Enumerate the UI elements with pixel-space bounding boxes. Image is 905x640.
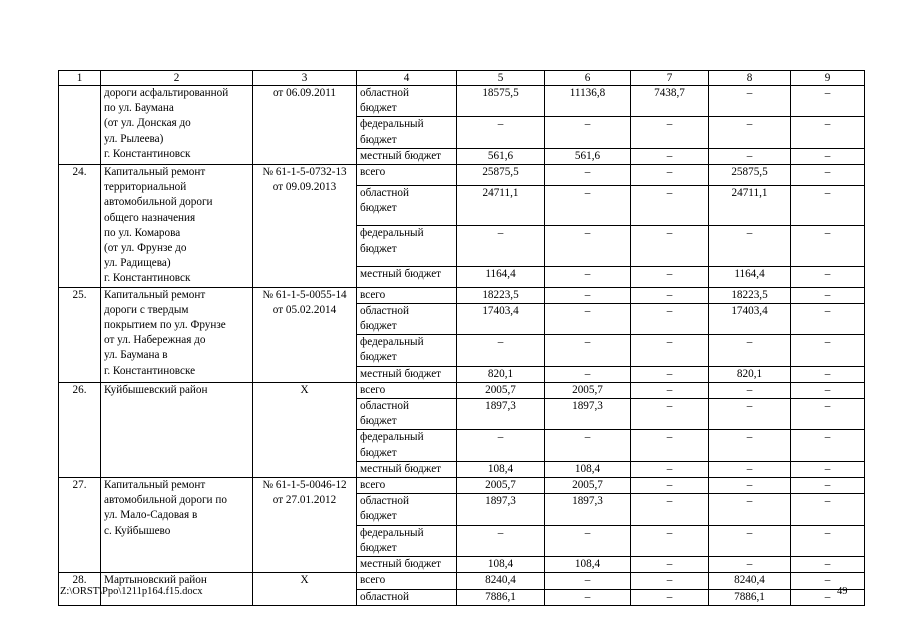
object-description bbox=[101, 478, 253, 573]
funding-source bbox=[357, 86, 457, 117]
value-v7: – bbox=[631, 399, 709, 430]
value-v6: 108,4 bbox=[545, 461, 631, 477]
row-number: 24. bbox=[59, 165, 101, 288]
value-v8: – bbox=[709, 430, 791, 461]
cell-line: (от ул. Фрунзе до bbox=[104, 242, 187, 255]
value-v7: – bbox=[631, 335, 709, 366]
cell-line: покрытием по ул. Фрунзе bbox=[104, 319, 226, 332]
cell-line: бюджет bbox=[360, 202, 397, 215]
value-v7: – bbox=[631, 226, 709, 266]
value-v5: 108,4 bbox=[457, 557, 545, 573]
value-v7: – bbox=[631, 589, 709, 605]
value-v6: – bbox=[545, 165, 631, 186]
object-description bbox=[101, 287, 253, 382]
value-v6: – bbox=[545, 573, 631, 589]
row-number: 26. bbox=[59, 382, 101, 477]
value-v9: – bbox=[791, 303, 865, 334]
row-number bbox=[59, 86, 101, 165]
value-v9: – bbox=[791, 287, 865, 303]
value-v9: – bbox=[791, 461, 865, 477]
cell-line: автомобильной дороги bbox=[104, 196, 213, 209]
value-v8: – bbox=[709, 86, 791, 117]
cell-line: всего bbox=[360, 383, 386, 396]
cell-line: областной bbox=[360, 186, 409, 199]
cell-line: территориальной bbox=[104, 181, 187, 194]
cell-line: местный бюджет bbox=[360, 267, 442, 280]
value-v6: 1897,3 bbox=[545, 399, 631, 430]
funding-source bbox=[357, 589, 457, 605]
value-v9: – bbox=[791, 117, 865, 148]
cell-line: по ул. Комарова bbox=[104, 226, 181, 239]
value-v5: – bbox=[457, 117, 545, 148]
value-v9: – bbox=[791, 226, 865, 266]
value-v9: – bbox=[791, 573, 865, 589]
value-v8: 24711,1 bbox=[709, 185, 791, 225]
value-v9: – bbox=[791, 399, 865, 430]
cell-line: всего bbox=[360, 288, 386, 301]
cell-line: дороги асфальтированной bbox=[104, 87, 229, 99]
cell-line: федеральный bbox=[360, 336, 424, 349]
value-v8: 820,1 bbox=[709, 366, 791, 382]
value-v6: – bbox=[545, 366, 631, 382]
value-v6: 561,6 bbox=[545, 148, 631, 164]
value-v7: – bbox=[631, 266, 709, 287]
value-v9: – bbox=[791, 266, 865, 287]
value-v5: 24711,1 bbox=[457, 185, 545, 225]
cell-line: всего bbox=[360, 166, 386, 179]
cell-line: Х bbox=[300, 574, 309, 587]
table-row bbox=[59, 478, 865, 494]
cell-line: местный бюджет bbox=[360, 367, 442, 380]
document-reference bbox=[253, 382, 357, 477]
value-v8: – bbox=[709, 335, 791, 366]
value-v6: 2005,7 bbox=[545, 478, 631, 494]
cell-line: областной bbox=[360, 304, 409, 317]
value-v8: 17403,4 bbox=[709, 303, 791, 334]
header-cell: 6 bbox=[545, 71, 631, 86]
funding-source bbox=[357, 148, 457, 164]
value-v8: – bbox=[709, 226, 791, 266]
value-v5: 8240,4 bbox=[457, 573, 545, 589]
row-number: 28. bbox=[59, 573, 101, 605]
value-v7: – bbox=[631, 573, 709, 589]
cell-line: бюджет bbox=[360, 541, 397, 554]
value-v8: – bbox=[709, 478, 791, 494]
funding-source bbox=[357, 117, 457, 148]
cell-line: общего назначения bbox=[104, 211, 196, 224]
header-cell: 2 bbox=[101, 71, 253, 86]
table-row bbox=[59, 165, 865, 186]
value-v8: 8240,4 bbox=[709, 573, 791, 589]
row-number: 27. bbox=[59, 478, 101, 573]
value-v7: – bbox=[631, 478, 709, 494]
value-v7: – bbox=[631, 287, 709, 303]
value-v7: – bbox=[631, 148, 709, 164]
cell-line: от 06.09.2011 bbox=[272, 87, 337, 99]
value-v7: – bbox=[631, 557, 709, 573]
value-v9: – bbox=[791, 382, 865, 398]
header-cell: 8 bbox=[709, 71, 791, 86]
value-v5: 1164,4 bbox=[457, 266, 545, 287]
funding-source bbox=[357, 287, 457, 303]
cell-line: Мартыновский район bbox=[104, 574, 207, 587]
value-v5: 7886,1 bbox=[457, 589, 545, 605]
document-reference bbox=[253, 478, 357, 573]
cell-line: от 09.09.2013 bbox=[272, 181, 337, 194]
cell-line: ул. Рылеева) bbox=[104, 132, 164, 145]
value-v6: – bbox=[545, 589, 631, 605]
cell-line: областной bbox=[360, 87, 409, 99]
value-v9: – bbox=[791, 478, 865, 494]
value-v9: – bbox=[791, 185, 865, 225]
table-row bbox=[59, 86, 865, 117]
funding-source bbox=[357, 335, 457, 366]
funding-source bbox=[357, 382, 457, 398]
document-reference bbox=[253, 86, 357, 165]
value-v6: – bbox=[545, 185, 631, 225]
cell-line: бюджет bbox=[360, 446, 397, 459]
value-v8: – bbox=[709, 382, 791, 398]
cell-line: бюджет bbox=[360, 133, 397, 146]
funding-source bbox=[357, 430, 457, 461]
funding-source bbox=[357, 226, 457, 266]
cell-line: бюджет bbox=[360, 510, 397, 523]
funding-source bbox=[357, 525, 457, 556]
cell-line: всего bbox=[360, 479, 386, 492]
document-reference bbox=[253, 287, 357, 382]
value-v5: 1897,3 bbox=[457, 399, 545, 430]
document-reference bbox=[253, 573, 357, 605]
cell-line: Капитальный ремонт bbox=[104, 288, 206, 301]
value-v9: – bbox=[791, 494, 865, 525]
value-v5: 18223,5 bbox=[457, 287, 545, 303]
value-v7: 7438,7 bbox=[631, 86, 709, 117]
cell-line: федеральный bbox=[360, 431, 424, 444]
value-v7: – bbox=[631, 494, 709, 525]
cell-line: ул. Радищева) bbox=[104, 257, 171, 270]
value-v5: 820,1 bbox=[457, 366, 545, 382]
cell-line: бюджет bbox=[360, 102, 397, 115]
funding-source bbox=[357, 478, 457, 494]
value-v5: 2005,7 bbox=[457, 478, 545, 494]
cell-line: бюджет bbox=[360, 320, 397, 333]
value-v8: 25875,5 bbox=[709, 165, 791, 186]
cell-line: местный бюджет bbox=[360, 558, 442, 571]
value-v8: – bbox=[709, 494, 791, 525]
funding-source bbox=[357, 494, 457, 525]
value-v7: – bbox=[631, 165, 709, 186]
funding-source bbox=[357, 185, 457, 225]
file-path: Z:\ORST\Ppo\1211p164.f15.docx bbox=[60, 586, 203, 597]
value-v5: 1897,3 bbox=[457, 494, 545, 525]
value-v6: 11136,8 bbox=[545, 86, 631, 117]
value-v6: 1897,3 bbox=[545, 494, 631, 525]
funding-source bbox=[357, 557, 457, 573]
funding-source bbox=[357, 461, 457, 477]
header-cell: 9 bbox=[791, 71, 865, 86]
value-v7: – bbox=[631, 117, 709, 148]
value-v8: – bbox=[709, 148, 791, 164]
value-v9: – bbox=[791, 557, 865, 573]
cell-line: (от ул. Донская до bbox=[104, 117, 191, 130]
cell-line: бюджет bbox=[360, 415, 397, 428]
cell-line: от 27.01.2012 bbox=[272, 494, 337, 507]
cell-line: всего bbox=[360, 574, 386, 587]
value-v9: – bbox=[791, 589, 865, 605]
value-v5: 2005,7 bbox=[457, 382, 545, 398]
header-row bbox=[59, 71, 865, 86]
value-v8: 18223,5 bbox=[709, 287, 791, 303]
cell-line: федеральный bbox=[360, 118, 424, 131]
cell-line: № 61-1-5-0055-14 bbox=[262, 288, 347, 301]
funding-source bbox=[357, 266, 457, 287]
value-v7: – bbox=[631, 366, 709, 382]
value-v9: – bbox=[791, 165, 865, 186]
cell-line: от 05.02.2014 bbox=[272, 303, 337, 316]
cell-line: бюджет bbox=[360, 351, 397, 364]
value-v5: 561,6 bbox=[457, 148, 545, 164]
value-v9: – bbox=[791, 366, 865, 382]
value-v6: – bbox=[545, 525, 631, 556]
value-v6: – bbox=[545, 226, 631, 266]
value-v6: – bbox=[545, 117, 631, 148]
value-v6: – bbox=[545, 287, 631, 303]
cell-line: г. Константиновск bbox=[104, 272, 191, 285]
cell-line: Капитальный ремонт bbox=[104, 479, 206, 492]
value-v6: – bbox=[545, 430, 631, 461]
cell-line: № 61-1-5-0732-13 bbox=[262, 166, 347, 179]
cell-line: дороги с твердым bbox=[104, 303, 189, 316]
header-cell: 5 bbox=[457, 71, 545, 86]
cell-line: с. Куйбышево bbox=[104, 524, 171, 537]
value-v8: 1164,4 bbox=[709, 266, 791, 287]
funding-source bbox=[357, 366, 457, 382]
value-v5: 17403,4 bbox=[457, 303, 545, 334]
value-v9: – bbox=[791, 430, 865, 461]
document-reference bbox=[253, 165, 357, 288]
budget-table bbox=[58, 70, 865, 606]
cell-line: федеральный bbox=[360, 227, 424, 240]
value-v5: – bbox=[457, 525, 545, 556]
page-number: 49 bbox=[837, 586, 848, 597]
cell-line: областной bbox=[360, 400, 409, 413]
value-v5: 18575,5 bbox=[457, 86, 545, 117]
header-cell: 1 bbox=[59, 71, 101, 86]
value-v9: – bbox=[791, 525, 865, 556]
object-description bbox=[101, 86, 253, 165]
cell-line: местный бюджет bbox=[360, 462, 442, 475]
object-description bbox=[101, 382, 253, 477]
cell-line: Куйбышевский район bbox=[104, 383, 208, 396]
value-v6: 108,4 bbox=[545, 557, 631, 573]
cell-line: Х bbox=[300, 383, 309, 396]
value-v5: – bbox=[457, 430, 545, 461]
cell-line: Капитальный ремонт bbox=[104, 166, 206, 179]
funding-source bbox=[357, 303, 457, 334]
value-v7: – bbox=[631, 382, 709, 398]
cell-line: от ул. Набережная до bbox=[104, 334, 206, 347]
cell-line: г. Константиновске bbox=[104, 364, 196, 377]
header-cell: 7 bbox=[631, 71, 709, 86]
value-v5: – bbox=[457, 226, 545, 266]
value-v6: 2005,7 bbox=[545, 382, 631, 398]
cell-line: ул. Мало-Садовая в bbox=[104, 509, 198, 522]
value-v9: – bbox=[791, 335, 865, 366]
header-cell: 3 bbox=[253, 71, 357, 86]
value-v7: – bbox=[631, 185, 709, 225]
value-v8: – bbox=[709, 461, 791, 477]
value-v8: 7886,1 bbox=[709, 589, 791, 605]
value-v9: – bbox=[791, 148, 865, 164]
funding-source bbox=[357, 573, 457, 589]
cell-line: бюджет bbox=[360, 242, 397, 255]
object-description bbox=[101, 165, 253, 288]
cell-line: № 61-1-5-0046-12 bbox=[262, 479, 347, 492]
value-v6: – bbox=[545, 266, 631, 287]
cell-line: по ул. Баумана bbox=[104, 102, 174, 115]
row-number: 25. bbox=[59, 287, 101, 382]
funding-source bbox=[357, 399, 457, 430]
cell-line: г. Константиновск bbox=[104, 147, 191, 160]
value-v9: – bbox=[791, 86, 865, 117]
cell-line: местный бюджет bbox=[360, 149, 442, 162]
value-v5: – bbox=[457, 335, 545, 366]
value-v5: 108,4 bbox=[457, 461, 545, 477]
value-v7: – bbox=[631, 525, 709, 556]
value-v7: – bbox=[631, 430, 709, 461]
cell-line: ул. Баумана в bbox=[104, 349, 168, 362]
table-row bbox=[59, 287, 865, 303]
header-cell: 4 bbox=[357, 71, 457, 86]
value-v6: – bbox=[545, 303, 631, 334]
funding-source bbox=[357, 165, 457, 186]
value-v8: – bbox=[709, 399, 791, 430]
table-row bbox=[59, 382, 865, 398]
cell-line: областной bbox=[360, 590, 409, 603]
value-v6: – bbox=[545, 335, 631, 366]
value-v8: – bbox=[709, 557, 791, 573]
cell-line: федеральный bbox=[360, 526, 424, 539]
value-v7: – bbox=[631, 303, 709, 334]
value-v7: – bbox=[631, 461, 709, 477]
cell-line: областной bbox=[360, 495, 409, 508]
value-v8: – bbox=[709, 117, 791, 148]
cell-line: автомобильной дороги по bbox=[104, 494, 227, 507]
value-v5: 25875,5 bbox=[457, 165, 545, 186]
value-v8: – bbox=[709, 525, 791, 556]
